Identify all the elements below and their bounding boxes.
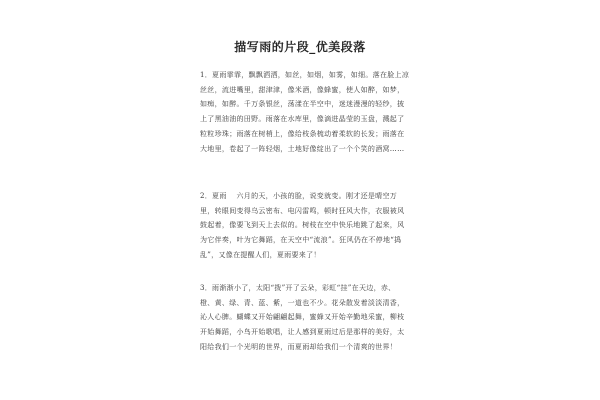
document-title: 描写雨的片段_优美段落 <box>234 40 366 54</box>
paragraph-3: 3．雨渐渐小了，太阳“拨”开了云朵，彩虹“挂”在天边，赤、橙、黄、绿、青、蓝、紫，一道也不少。花朵散发着淡淡清香，沁人心脾。蝴蝶又开始翩翩起舞，蜜蜂又开始辛勤地采蜜，柳枝开始舞蹈，小鸟开始歌唱，让人感到夏雨过后是那样的美好，太阳给我们一个光明的世界，而夏雨却给我们一个清爽的世界！ <box>200 284 405 351</box>
paragraph-1: 1．夏雨霏霏，飘飘洒洒，如丝，如烟，如雾，如细。落在脸上凉丝丝，流进嘴里，甜津津，像米酒，像蜂蜜，使人如醉，如梦，如痴，如醉。千万条银丝，荡漾在半空中，迷迷漫漫的轻纱，披上了黑油油的田野。雨落在水库里，像滴进晶莹的玉盘，溅起了粒粒珍珠；雨落在树梢上，像给枝条梳动着柔软的长发；雨落在大地里，卷起了一阵轻烟，土地好像绽出了一个个笑的酒窝…… <box>200 71 410 153</box>
paragraph-2: 2．夏雨 六月的天，小孩的脸，说变就变。刚才还是晴空万里，转眼间变得乌云密布、电闪雷鸣，顿时狂风大作，衣服被风鼓起着，像要飞到天上去似的。树枝在空中快乐地跳了起来，风为它伴奏，叶为它舞蹈，在天空中“流浪”。狂风仍在不停地“捣乱”，又像在提醒人们，夏雨要来了！ <box>200 192 405 259</box>
